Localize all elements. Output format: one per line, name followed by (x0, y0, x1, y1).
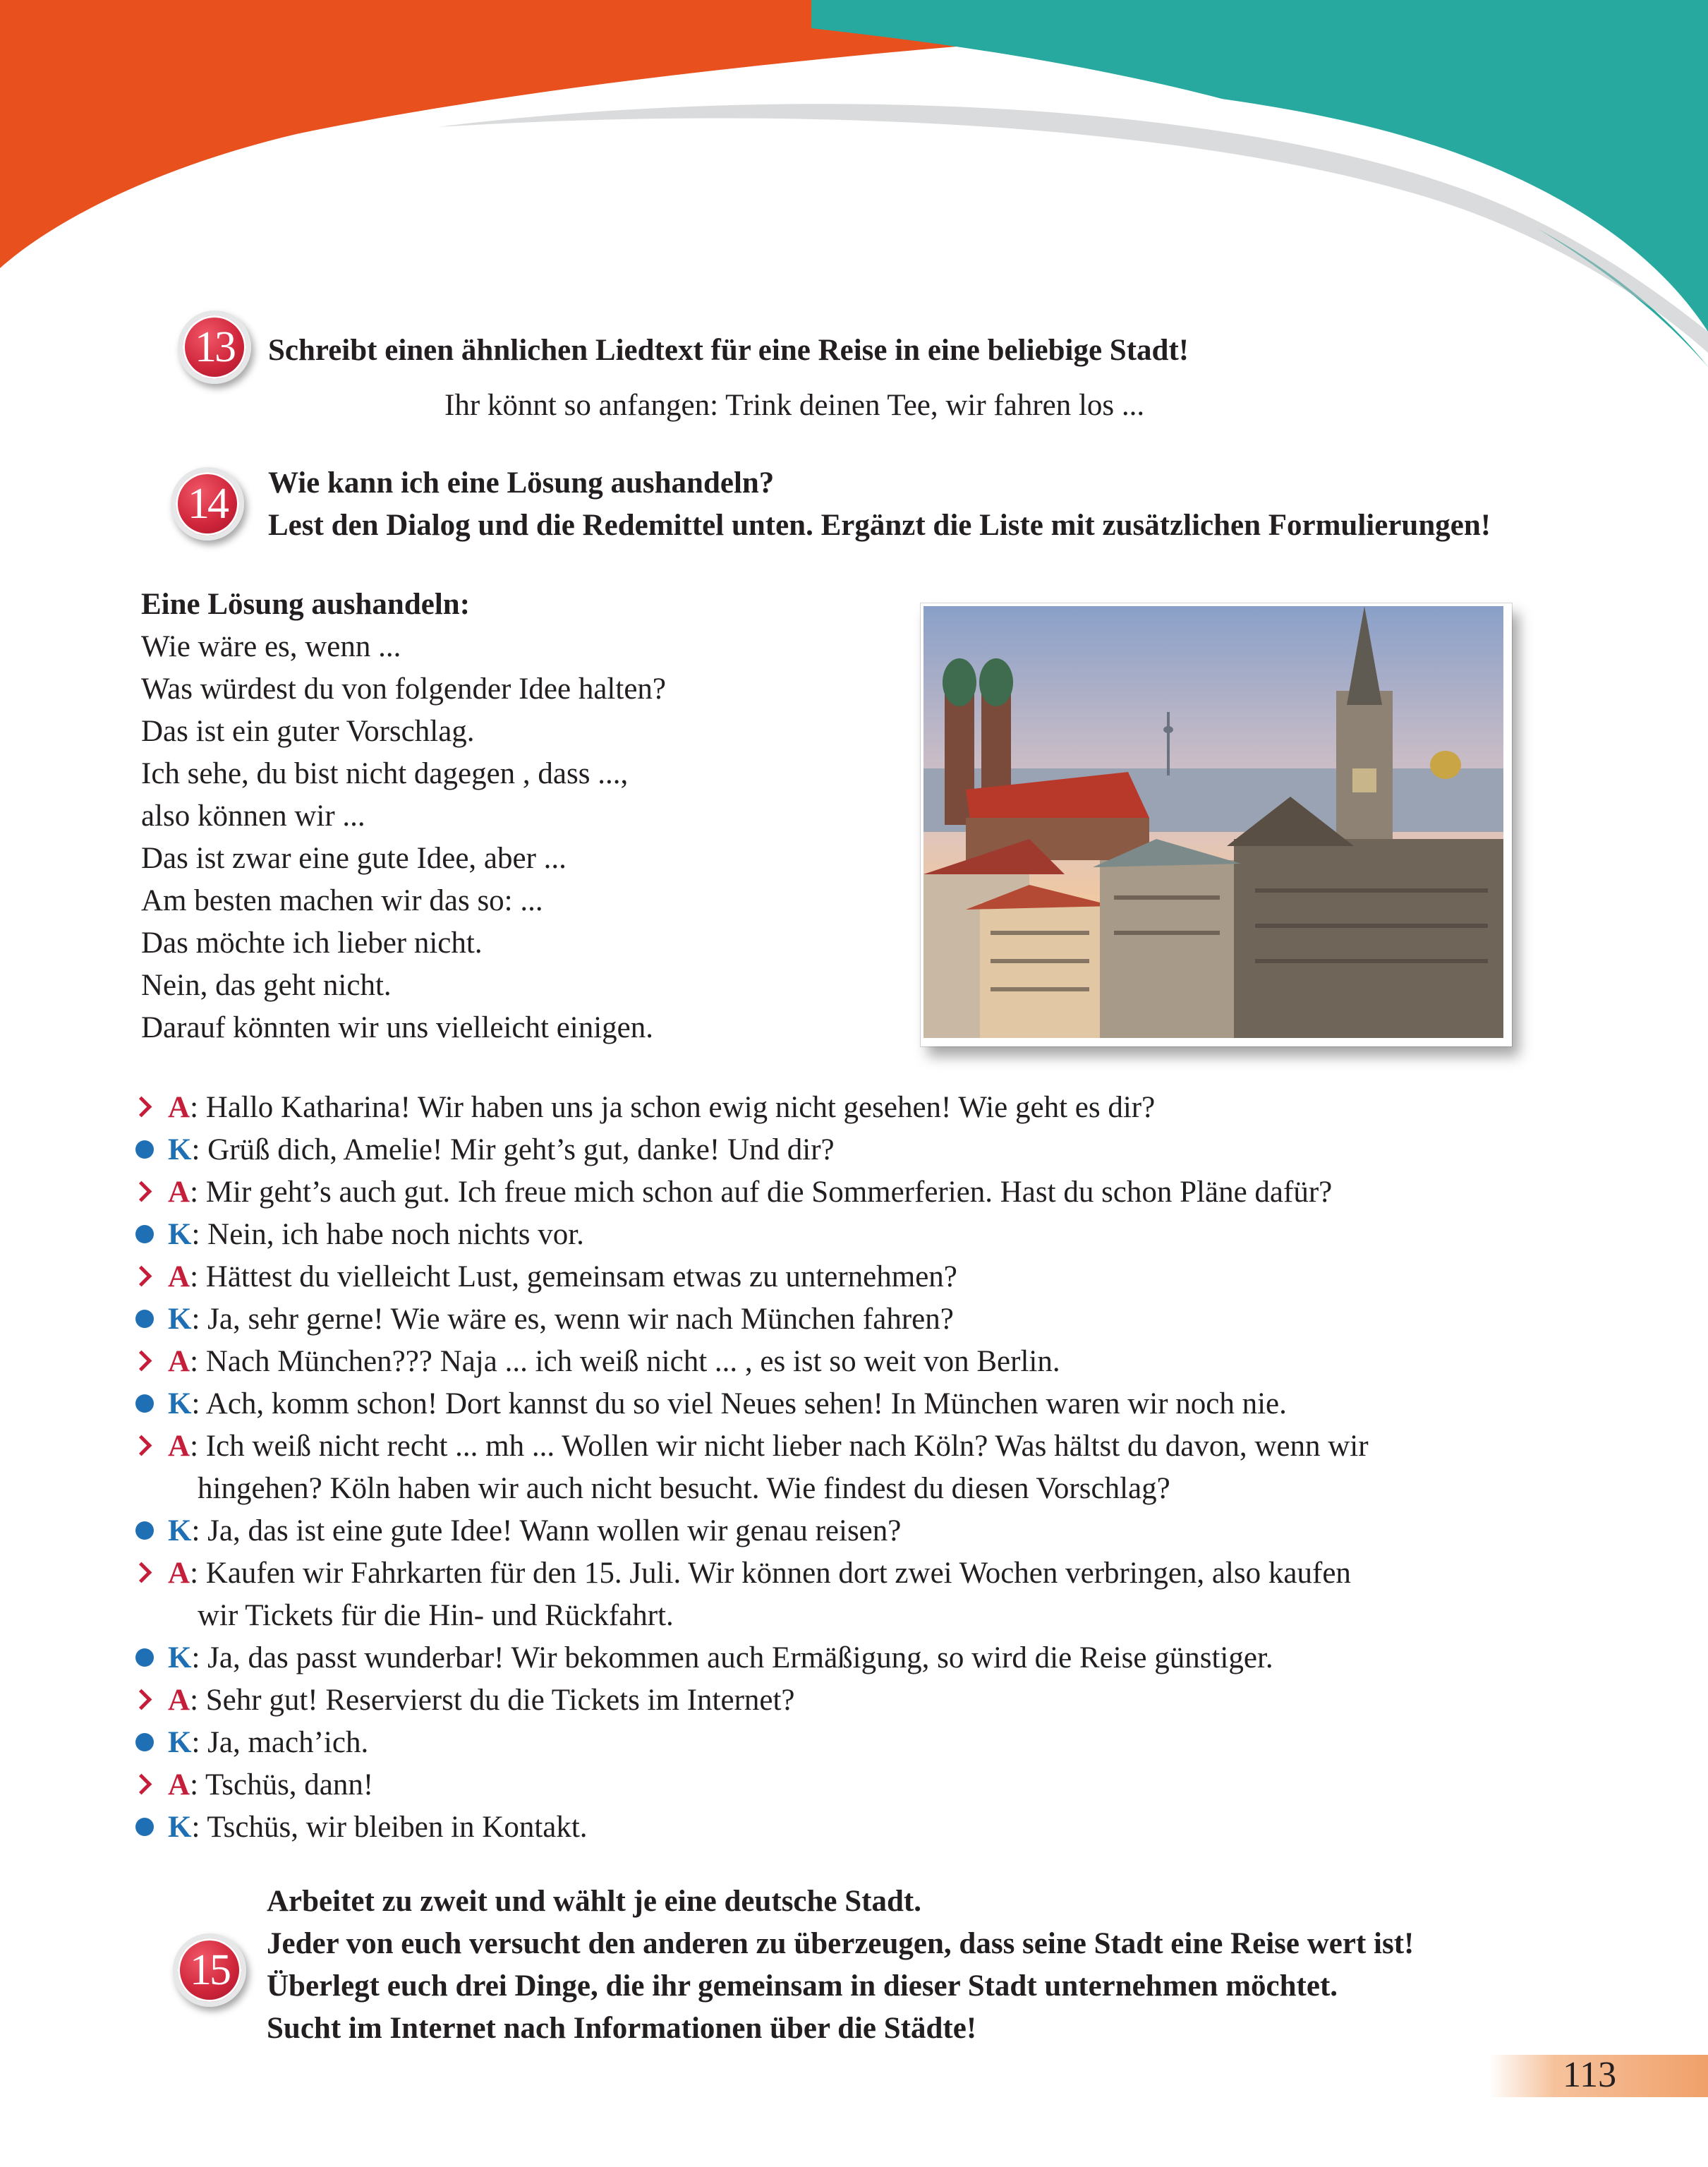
dialog-line (134, 1552, 1369, 1637)
task-15-line4: Sucht im Internet nach Informationen über die Städte! (267, 2012, 977, 2045)
speaker-k: K (168, 1514, 192, 1547)
task-14-line1: Wie kann ich eine Lösung aushandeln? (268, 466, 775, 500)
dialog-text: : Ja, das ist eine gute Idee! Wann wollen wir genau reisen? (191, 1514, 902, 1547)
speaker-a: A (168, 1091, 190, 1124)
redemittel-item: also können wir ... (141, 799, 365, 833)
speaker-k: K (168, 1133, 192, 1166)
bullet-dot-icon (135, 1394, 154, 1413)
dialog-line (134, 1383, 1369, 1425)
dialog-text: : Ach, komm schon! Dort kannst du so viel Neues sehen! In München waren wir noch nie. (191, 1387, 1287, 1420)
speaker-a: A (168, 1260, 190, 1293)
redemittel-item: Darauf könnten wir uns vielleicht einigen. (141, 1011, 654, 1044)
header-swoosh (0, 0, 1708, 367)
bullet-dot-icon (135, 1140, 154, 1159)
task-14-line2: Lest den Dialog und die Redemittel unten. Ergänzt die Liste mit zusätzlichen Formulierungen! (268, 509, 1491, 542)
redemittel-item: Am besten machen wir das so: ... (141, 884, 543, 917)
speaker-k: K (168, 1218, 192, 1251)
dialog-line (134, 1298, 1369, 1341)
task-14-number: 14 (188, 479, 227, 528)
dialog-text: : Hättest du vielleicht Lust, gemeinsam etwas zu unternehmen? (190, 1260, 957, 1293)
chevron-right-icon (131, 1689, 152, 1710)
redemittel-heading: Eine Lösung aushandeln: (141, 588, 471, 621)
dialog-text: : Ja, das passt wunderbar! Wir bekommen auch Ermäßigung, so wird die Reise günstiger. (191, 1641, 1273, 1674)
task-13-title: Schreibt einen ähnlichen Liedtext für eine Reise in eine beliebige Stadt! (268, 334, 1189, 367)
dialog-text: : Ja, sehr gerne! Wie wäre es, wenn wir nach München fahren? (191, 1303, 954, 1336)
task-15-number: 15 (190, 1945, 229, 1994)
task-15-line3: Überlegt euch drei Dinge, die ihr gemeinsam in dieser Stadt unternehmen möchtet. (267, 1969, 1338, 2003)
chevron-right-icon (131, 1435, 152, 1456)
redemittel-item: Ich sehe, du bist nicht dagegen , dass ..., (141, 757, 629, 790)
bullet-dot-icon (135, 1648, 154, 1667)
speaker-a: A (168, 1176, 190, 1209)
chevron-right-icon (131, 1097, 152, 1118)
chevron-right-icon (131, 1181, 152, 1202)
dialog-line (134, 1129, 1369, 1171)
dialog-text: : Ich weiß nicht recht ... mh ... Wollen wir nicht lieber nach Köln? Was hältst du davon, wenn wir (190, 1430, 1369, 1463)
redemittel-list (141, 584, 666, 1049)
dialog-line (134, 1637, 1369, 1679)
speaker-k: K (168, 1387, 192, 1420)
redemittel-item: Wie wäre es, wenn ... (141, 630, 401, 663)
bullet-dot-icon (135, 1225, 154, 1243)
munich-skyline-illustration (923, 606, 1503, 1038)
bullet-dot-icon (135, 1310, 154, 1328)
dialog-text: : Nach München??? Naja ... ich weiß nicht ... , es ist so weit von Berlin. (190, 1345, 1060, 1378)
dialog-text: : Tschüs, wir bleiben in Kontakt. (191, 1811, 588, 1844)
speaker-k: K (168, 1726, 192, 1759)
redemittel-item: Das ist zwar eine gute Idee, aber ... (141, 842, 567, 875)
chevron-right-icon (131, 1562, 152, 1583)
dialog-line (134, 1087, 1369, 1129)
dialog-line (134, 1256, 1369, 1298)
redemittel-item: Nein, das geht nicht. (141, 969, 392, 1002)
city-photo (921, 603, 1512, 1046)
bullet-dot-icon (135, 1818, 154, 1836)
bullet-dot-icon (135, 1733, 154, 1751)
task-13-number: 13 (195, 322, 234, 371)
chevron-right-icon (131, 1266, 152, 1287)
chevron-right-icon (131, 1351, 152, 1372)
dialog-text-continued: hingehen? Köln haben wir auch nicht besucht. Wie findest du diesen Vorschlag? (198, 1472, 1170, 1505)
dialog-line (134, 1425, 1369, 1510)
redemittel-item: Das möchte ich lieber nicht. (141, 926, 483, 960)
speaker-a: A (168, 1430, 190, 1463)
dialog-text: : Kaufen wir Fahrkarten für den 15. Juli. Wir können dort zwei Wochen verbringen, also kaufen (190, 1557, 1351, 1590)
dialog-text: : Ja, mach’ich. (191, 1726, 369, 1759)
dialog-line (134, 1510, 1369, 1552)
chevron-right-icon (131, 1774, 152, 1795)
speaker-k: K (168, 1303, 192, 1336)
task-15-badge (173, 1933, 246, 2007)
speaker-a: A (168, 1345, 190, 1378)
redemittel-item: Was würdest du von folgender Idee halten? (141, 672, 666, 706)
dialog-line (134, 1214, 1369, 1256)
page-number: 113 (1563, 2055, 1617, 2095)
dialog-text-continued: wir Tickets für die Hin- und Rückfahrt. (198, 1599, 674, 1632)
dialog-line (134, 1806, 1369, 1849)
dialog (134, 1087, 1369, 1849)
dialog-line (134, 1722, 1369, 1764)
dialog-text: : Grüß dich, Amelie! Mir geht’s gut, danke! Und dir? (191, 1133, 835, 1166)
dialog-text: : Tschüs, dann! (190, 1768, 374, 1801)
bullet-dot-icon (135, 1521, 154, 1540)
speaker-k: K (168, 1641, 192, 1674)
speaker-a: A (168, 1684, 190, 1717)
dialog-line (134, 1171, 1369, 1214)
dialog-text: : Mir geht’s auch gut. Ich freue mich schon auf die Sommerferien. Hast du schon Pläne dafür? (190, 1176, 1333, 1209)
dialog-line (134, 1679, 1369, 1722)
speaker-a: A (168, 1768, 190, 1801)
task-15-line2: Jeder von euch versucht den anderen zu überzeugen, dass seine Stadt eine Reise wert ist! (267, 1927, 1415, 1960)
dialog-line (134, 1764, 1369, 1806)
task-15-line1: Arbeitet zu zweit und wählt je eine deutsche Stadt. (267, 1885, 921, 1918)
speaker-k: K (168, 1811, 192, 1844)
task-13-hint: Ihr könnt so anfangen: Trink deinen Tee, wir fahren los ... (444, 389, 1145, 422)
task-13-badge (178, 310, 251, 384)
dialog-text: : Hallo Katharina! Wir haben uns ja schon ewig nicht gesehen! Wie geht es dir? (190, 1091, 1156, 1124)
dialog-line (134, 1341, 1369, 1383)
dialog-text: : Sehr gut! Reservierst du die Tickets im Internet? (190, 1684, 795, 1717)
speaker-a: A (168, 1557, 190, 1590)
redemittel-item: Das ist ein guter Vorschlag. (141, 715, 475, 748)
dialog-text: : Nein, ich habe noch nichts vor. (191, 1218, 584, 1251)
task-14-badge (171, 467, 244, 541)
